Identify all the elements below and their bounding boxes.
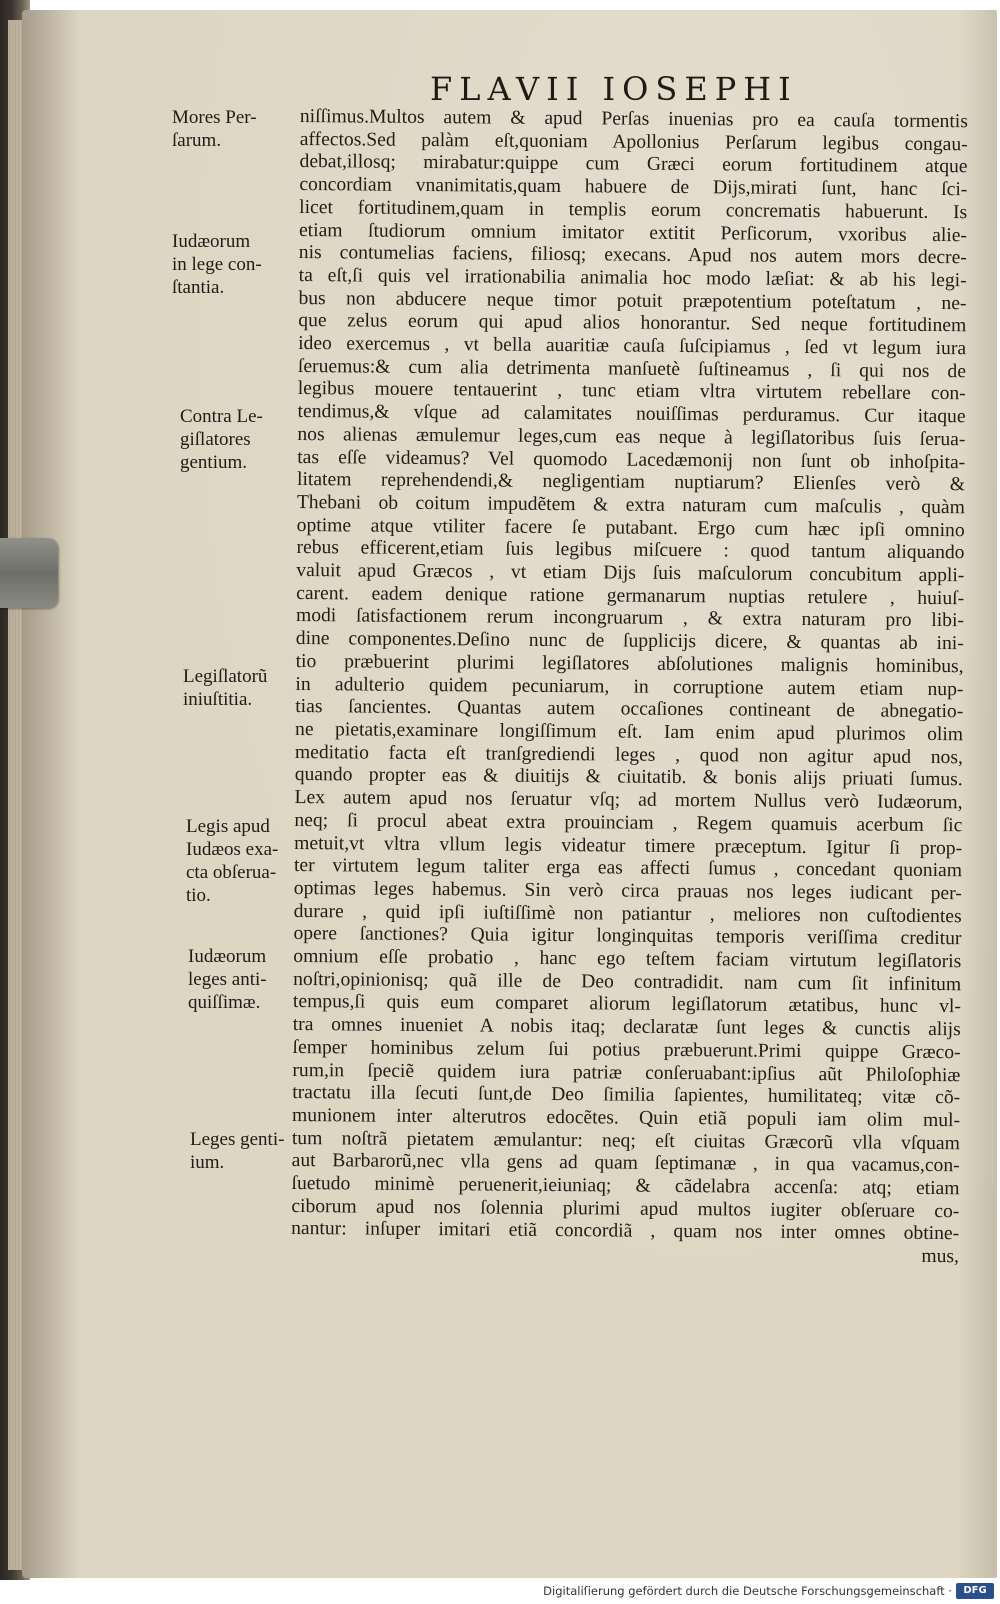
sidenote-line: iniuſtitia.: [183, 689, 253, 710]
sidenote: [172, 230, 262, 299]
text-line: munionem inter alterutros edocẽtes. Quin etiã populi iam olim mul-: [291, 1104, 961, 1132]
text-line: tas eſſe videamus? Vel quomodo Lacedæmonij non ſunt ob inhoſpita-: [297, 446, 966, 473]
text-line: debat,illosq; mirabatur:quippe cum Græci eorum fortitudinem atque: [299, 151, 968, 178]
sidenote-line: giſlatores: [180, 429, 251, 450]
text-line: omnium eſſe probatio , hanc ego teſtem faciam virtutum legiſlatoris: [293, 945, 962, 973]
sidenote: [183, 665, 267, 711]
text-line: litatem reprehendendi,& negligentiam nuptiarum? Elienſes verò &: [296, 469, 966, 496]
text-line: legibus mouere tentauerint , tunc etiam vltra virtutem rebellare con-: [297, 378, 966, 405]
text-line: durare , quid ipſi iuſtiſſimè non patiantur , meliores non cuſtodientes: [293, 900, 962, 927]
text-line: quando propter eas & diuitijs & ciuitatib. & bonis alijs priuati ſumus.: [294, 764, 963, 791]
text-line: tum noſtrã pietatem æmulantur: neq; eſt ciuitas Græcorũ vlla vſquam: [291, 1127, 960, 1154]
sidenote-line: Iudæorum: [188, 946, 267, 967]
text-line: ter virtutem legum taliter erga eas affecti ſumus , concedant quoniam: [293, 855, 963, 882]
dfg-logo: DFG: [956, 1583, 994, 1599]
text-line: modi ſatisfactionem rerum incongruarum , & extra naturam pro libi-: [295, 605, 965, 632]
text-line: niſſimus.Multos autem & apud Perſas inuenias pro ea cauſa tormentis: [299, 106, 968, 133]
sidenote-line: ium.: [190, 1152, 225, 1173]
sidenote: [188, 945, 267, 1014]
sidenote-line: Legis apud: [186, 816, 270, 837]
text-line: etiam ſtudiorum omnium imitator extitit Perſicorum, vxoribus alie-: [298, 219, 968, 246]
text-line: Lex autem apud nos ſeruatur vſq; ad mortem Nullus verò Iudæorum,: [294, 787, 963, 814]
sidenote: [186, 815, 278, 907]
text-line: nos alienas æmulemur leges,cum eas neque à legiſlatoribus ſuis ſerua-: [297, 423, 966, 451]
sidenote: [172, 106, 257, 152]
digitization-credit: Digitaliſierung gefördert durch die Deutsche Forschungsgemeinschaft ·: [543, 1584, 952, 1598]
sidenote-line: ſtantia.: [172, 277, 225, 298]
text-line: carent. eadem denique ratione germanarum nuptias retulere , huiuſ-: [296, 582, 965, 609]
text-line: tendimus,& vſque ad calamitates nouiſſimas perduramus. Cur itaque: [297, 401, 966, 428]
text-line: licet fortitudinem,quam in templis eorum concrematis habuerunt. Is: [299, 196, 968, 224]
text-line: Thebani ob coitum impudẽtem & extra naturam cum maſculis , quàm: [296, 491, 965, 519]
text-line: aut Barbarorũ,nec vlla gens ad quam ſeptimanæ , in qua vacamus,con-: [291, 1150, 960, 1177]
text-line: nantur: inſuper imitari etiã concordiã , quam nos inter omnes obtine-: [291, 1218, 960, 1245]
sidenote-line: Legiſlatorũ: [183, 666, 268, 687]
sidenote-line: Iudæorum: [172, 231, 251, 252]
text-line: neq; ſi procul abeat extra prouinciam , Regem quamuis acerbum ſic: [294, 809, 963, 837]
sidenote-line: cta obſerua-: [186, 862, 277, 883]
sidenote-line: tio.: [186, 885, 211, 906]
text-line: ſeruemus:& cum alia detrimenta manſuetè ſuſtineamus , ſi qui nos de: [297, 355, 967, 382]
text-line: ciborum apud nos ſolennia plurimi apud multos iugiter obſeruare co-: [291, 1195, 960, 1222]
sidenote-line: gentium.: [180, 452, 248, 473]
text-line: que zelus eorum qui apud alios honorantur. Sed neque fortitudinem: [298, 310, 967, 337]
running-head: FLAVII IOSEPHI: [430, 70, 798, 108]
text-line: bus non abducere neque timor potuit præpotentium poteſtatum , ne-: [298, 287, 967, 314]
text-line: in adulterio quidem pecuniarum, in corruptione autem etiam nup-: [295, 673, 964, 700]
text-line: noſtri,opinionisq; quã ille de Deo contradidit. nam cum ſit infinitum: [293, 968, 962, 995]
sidenote-line: in lege con-: [172, 254, 262, 275]
text-line: ſuetudo minimè peruenerit,ieiuniaq; & cãdelabra accenſa: atq; etiam: [291, 1173, 960, 1200]
text-line: mus,: [921, 1246, 960, 1268]
text-line: dine componentes.Deſino nunc de ſupplicijs dicere, & quantas ab ini-: [295, 628, 964, 655]
sidenote-line: ſarum.: [172, 130, 222, 151]
text-line: nis contumelias faciens, filiosq; execans. Apud nos autem mors decre-: [298, 242, 967, 269]
text-line: optimas leges habemus. Sin verò circa prauas nos leges iudicant per-: [293, 877, 962, 905]
sidenote-line: Iudæos exa-: [186, 839, 279, 860]
text-line: tractatu illa ſecuti ſunt,de Deo ſimilia ſapientes, humilitateq; vitæ cõ-: [292, 1082, 961, 1109]
text-line: affectos.Sed palàm eſt,quoniam Apollonius Perſarum legibus congau-: [299, 128, 968, 155]
sidenote-line: leges anti-: [188, 969, 267, 990]
text-line: meditatio facta eſt tranſgrediendi leges , quod non agitur apud nos,: [294, 741, 963, 768]
text-line: valuit apud Græcos , vt etiam Dijs ſuis maſculorum concubitum appli-: [296, 560, 965, 587]
sidenote-line: Contra Le-: [180, 406, 263, 427]
sidenote-line: Mores Per-: [172, 107, 257, 128]
sidenote: [190, 1128, 284, 1174]
text-line: rum,in ſpeciẽ quidem iura patriæ conſeruabant:ipſius aũt Philoſophiæ: [292, 1059, 961, 1086]
text-line: tias ſancientes. Quantas autem occaſiones contineant de abnegatio-: [295, 696, 964, 723]
text-line: ne pietatis,examinare longiſſimum eſt. Iam enim apud plurimos olim: [295, 718, 964, 746]
text-line: tempus,ſi quis eum comparet aliorum legiſlatorum ætatibus, hunc vl-: [292, 991, 962, 1018]
text-line: ta eſt,ſi quis vel irrationabilia animalia hoc modo læſiat: & ab his legi-: [298, 264, 967, 292]
text-line: rebus efficerent,etiam ſuis legibus miſcuere : quod tantum aliquando: [296, 537, 965, 564]
text-line: ſemper hominibus zelum ſui potius præbuerunt.Primi quippe Græco-: [292, 1036, 961, 1064]
text-line: optime atque vtiliter facere ſe putabant. Ergo cum hæc ipſi omnino: [296, 514, 965, 541]
text-line: metuit,vt vltra vllum legis videatur timere præceptum. Igitur ſi prop-: [294, 832, 963, 859]
text-line: tra omnes inueniet A nobis itaq; declaratæ ſunt leges & cunctis alijs: [292, 1014, 961, 1041]
sidenote-line: quiſſimæ.: [188, 992, 261, 1013]
sidenote: [180, 405, 263, 474]
sidenote-line: Leges genti-: [190, 1129, 285, 1150]
page-fore-edge: [8, 20, 22, 1570]
page-clip: [0, 538, 58, 608]
main-text-column: [291, 106, 968, 1269]
text-line: opere ſanctiones? Quia igitur longinquitas temporis veriſſima creditur: [293, 923, 962, 950]
text-line: ideo exercemus , vt bella auaritiæ cauſa ſuſcipiamus , ſed vt legum iura: [298, 333, 967, 360]
text-line: tio præbuerint plurimi legiſlatores abſolutiones malignis hominibus,: [295, 650, 964, 678]
text-line: concordiam vnanimitatis,quam habuere de Dijs,mirati ſunt, hanc ſci-: [299, 174, 968, 201]
